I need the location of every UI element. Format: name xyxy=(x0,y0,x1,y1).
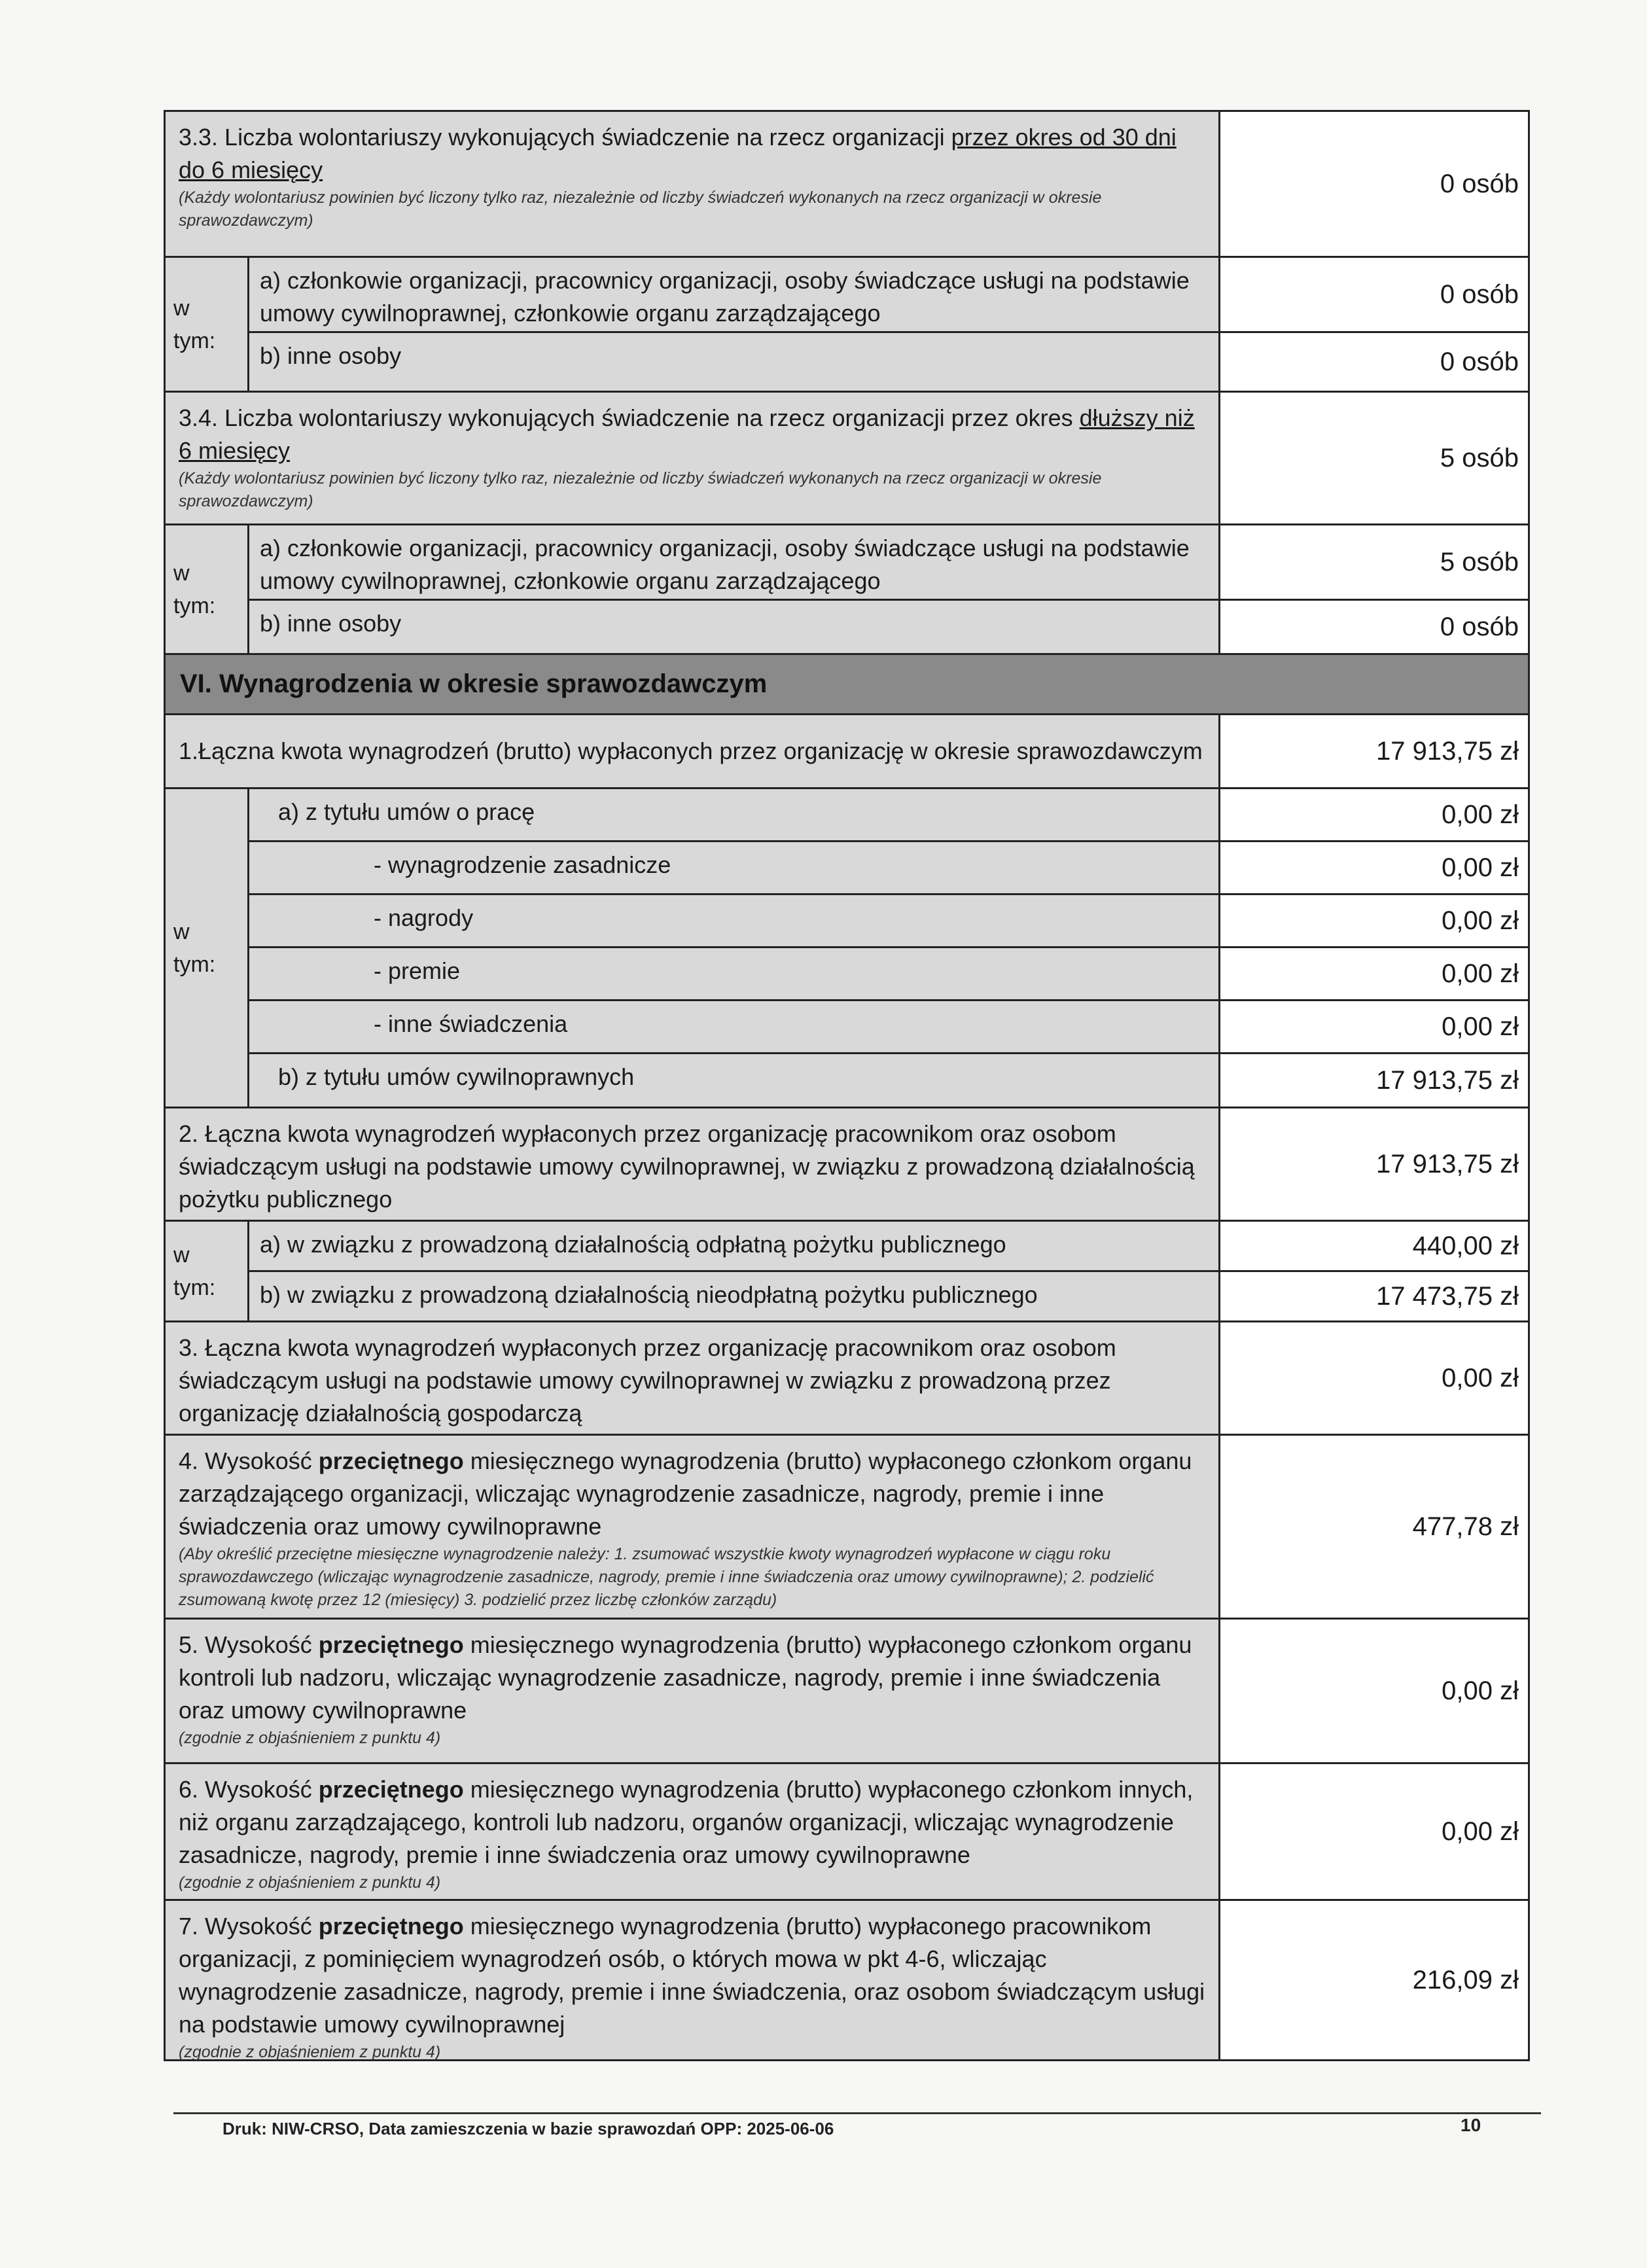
row-w2-b-value: 17 473,75 zł xyxy=(1220,1272,1528,1320)
row-w5-value: 0,00 zł xyxy=(1220,1620,1528,1762)
row-w2-b xyxy=(249,1272,1528,1320)
row-3-4-a-label: a) członkowie organizacji, pracownicy organizacji, osoby świadczące usługi na podstawie umowy cywilnoprawnej, członkowie organu zarządzającego xyxy=(249,525,1220,599)
row-w7-label: 7. Wysokość przeciętnego miesięcznego wynagrodzenia (brutto) wypłaconego pracownikom organizacji, z pominięciem wynagrodzeń osób, o których mowa w pkt 4-6, wliczając wynagrodzenie zasadnicze, nagrody, premie i inne świadczenia, oraz osobom świadczącym usługi na podstawie umowy cywilnoprawnej (zgodnie z objaśnieniem z punktu 4) xyxy=(166,1901,1220,2059)
w-tym-label: w tym: xyxy=(166,258,249,391)
row-3-3 xyxy=(164,110,1530,258)
row-w4-emphasis: przeciętnego xyxy=(318,1447,464,1474)
row-w1-a1-label: - wynagrodzenie zasadnicze xyxy=(249,842,1220,893)
row-3-3-a-value: 0 osób xyxy=(1220,258,1528,331)
row-w6-emphasis: przeciętnego xyxy=(318,1776,464,1803)
row-w1-a3 xyxy=(249,948,1528,1001)
w-tym-label: w tym: xyxy=(166,525,249,653)
row-3-4-a xyxy=(249,525,1528,601)
row-w1-breakdown xyxy=(164,789,1530,1108)
row-w1-a4 xyxy=(249,1001,1528,1054)
row-w1-a3-label: - premie xyxy=(249,948,1220,999)
row-w4-note: (Aby określić przeciętne miesięczne wynagrodzenie należy: 1. zsumować wszystkie kwoty wynagrodzeń wypłacone w ciągu roku sprawozdawczego (wliczając wynagrodzenie zasadnicze, nagrody, premie i inne świadczenia oraz umowy cywilnoprawne); 2. podzielić zsumowaną kwotę przez 12 (miesięcy) 3. podzielić przez liczbę członków zarządu) xyxy=(179,1545,1154,1609)
row-3-4-period: dłuższy niż 6 miesięcy xyxy=(179,404,1195,464)
row-w2-a-value: 440,00 zł xyxy=(1220,1222,1528,1270)
row-w7 xyxy=(164,1901,1530,2061)
print-footer: Druk: NIW-CRSO, Data zamieszczenia w bazie sprawozdań OPP: 2025-06-06 xyxy=(222,2119,834,2138)
footer-divider xyxy=(173,2112,1541,2114)
row-w2-value: 17 913,75 zł xyxy=(1220,1108,1528,1220)
row-w1-a2 xyxy=(249,895,1528,948)
row-3-3-subrows xyxy=(249,258,1528,391)
row-w4 xyxy=(164,1436,1530,1620)
row-w1-label: 1.Łączna kwota wynagrodzeń (brutto) wypłaconych przez organizację w okresie sprawozdawczym xyxy=(166,715,1220,787)
section-heading-vi: VI. Wynagrodzenia w okresie sprawozdawczym xyxy=(164,655,1530,715)
row-w3-label: 3. Łączna kwota wynagrodzeń wypłaconych przez organizację pracownikom oraz osobom świadczącym usługi na podstawie umowy cywilnoprawnej w związku z prowadzoną przez organizację działalnością gospodarczą xyxy=(166,1322,1220,1434)
row-w1-b-value: 17 913,75 zł xyxy=(1220,1054,1528,1107)
row-w5 xyxy=(164,1620,1530,1764)
row-w1-a3-value: 0,00 zł xyxy=(1220,948,1528,999)
row-w1-a1 xyxy=(249,842,1528,895)
row-w1-a4-value: 0,00 zł xyxy=(1220,1001,1528,1052)
row-3-3-value: 0 osób xyxy=(1220,112,1528,256)
row-3-4-b xyxy=(249,601,1528,653)
row-w5-emphasis: przeciętnego xyxy=(318,1631,464,1658)
row-3-3-a-label: a) członkowie organizacji, pracownicy organizacji, osoby świadczące usługi na podstawie umowy cywilnoprawnej, członkowie organu zarządzającego xyxy=(249,258,1220,331)
row-w1-b-label: b) z tytułu umów cywilnoprawnych xyxy=(249,1054,1220,1107)
row-3-3-b-label: b) inne osoby xyxy=(249,333,1220,391)
row-w2-a-label: a) w związku z prowadzoną działalnością odpłatną pożytku publicznego xyxy=(249,1222,1220,1270)
row-w1-subrows xyxy=(249,789,1528,1107)
row-3-3-note: (Każdy wolontariusz powinien być liczony tylko raz, niezależnie od liczby świadczeń wykonanych na rzecz organizacji w okresie sprawozdawczym) xyxy=(179,188,1102,230)
row-w5-label: 5. Wysokość przeciętnego miesięcznego wynagrodzenia (brutto) wypłaconego członkom organu kontroli lub nadzoru, wliczając wynagrodzenie zasadnicze, nagrody, premie i inne świadczenia oraz umowy cywilnoprawne (zgodnie z objaśnieniem z punktu 4) xyxy=(166,1620,1220,1762)
row-w1-a4-label: - inne świadczenia xyxy=(249,1001,1220,1052)
row-w2 xyxy=(164,1108,1530,1222)
row-3-4-note: (Każdy wolontariusz powinien być liczony tylko raz, niezależnie od liczby świadczeń wykonanych na rzecz organizacji w okresie sprawozdawczym) xyxy=(179,469,1102,510)
row-w1-a-label: a) z tytułu umów o pracę xyxy=(249,789,1220,840)
row-w6-value: 0,00 zł xyxy=(1220,1764,1528,1899)
row-w5-note: (zgodnie z objaśnieniem z punktu 4) xyxy=(179,1729,441,1747)
row-w6 xyxy=(164,1764,1530,1901)
row-3-4-a-value: 5 osób xyxy=(1220,525,1528,599)
row-3-4-value: 5 osób xyxy=(1220,393,1528,523)
row-w2-label: 2. Łączna kwota wynagrodzeń wypłaconych przez organizację pracownikom oraz osobom świadczącym usługi na podstawie umowy cywilnoprawnej, w związku z prowadzoną działalnością pożytku publicznego xyxy=(166,1108,1220,1220)
row-w1-a-value: 0,00 zł xyxy=(1220,789,1528,840)
row-w1-a2-value: 0,00 zł xyxy=(1220,895,1528,946)
row-3-4-label: 3.4. Liczba wolontariuszy wykonujących świadczenie na rzecz organizacji przez okres dłuższy niż 6 miesięcy (Każdy wolontariusz powinien być liczony tylko raz, niezależnie od liczby świadczeń wykonanych na rzecz organizacji w okresie sprawozdawczym) xyxy=(166,393,1220,523)
row-3-4-b-value: 0 osób xyxy=(1220,601,1528,653)
row-w1-a xyxy=(249,789,1528,842)
w-tym-label: w tym: xyxy=(166,789,249,1107)
row-3-3-period: przez okres od 30 dni do 6 miesięcy xyxy=(179,124,1177,183)
row-3-4 xyxy=(164,393,1530,525)
row-w4-value: 477,78 zł xyxy=(1220,1436,1528,1618)
row-w6-note: (zgodnie z objaśnieniem z punktu 4) xyxy=(179,1873,441,1892)
row-3-4-breakdown xyxy=(164,525,1530,655)
row-w4-label: 4. Wysokość przeciętnego miesięcznego wynagrodzenia (brutto) wypłaconego członkom organu zarządzającego organizacji, wliczając wynagrodzenie zasadnicze, nagrody, premie i inne świadczenia oraz umowy cywilnoprawne (Aby określić przeciętne miesięczne wynagrodzenie należy: 1. zsumować wszystkie kwoty wynagrodzeń wypłacone w ciągu roku sprawozdawczego (wliczając wynagrodzenie zasadnicze, nagrody, premie i inne świadczenia oraz umowy cywilnoprawne); 2. podzielić zsumowaną kwotę przez 12 (miesięcy) 3. podzielić przez liczbę członków zarządu) xyxy=(166,1436,1220,1618)
row-3-4-b-label: b) inne osoby xyxy=(249,601,1220,653)
row-3-3-label: 3.3. Liczba wolontariuszy wykonujących świadczenie na rzecz organizacji przez okres od 30 dni do 6 miesięcy (Każdy wolontariusz powinien być liczony tylko raz, niezależnie od liczby świadczeń wykonanych na rzecz organizacji w okresie sprawozdawczym) xyxy=(166,112,1220,256)
row-w3-value: 0,00 zł xyxy=(1220,1322,1528,1434)
row-w7-note: (zgodnie z objaśnieniem z punktu 4) xyxy=(179,2043,441,2061)
page-number: 10 xyxy=(1461,2115,1481,2135)
w-tym-label: w tym: xyxy=(166,1222,249,1320)
row-w7-value: 216,09 zł xyxy=(1220,1901,1528,2059)
row-3-3-b xyxy=(249,333,1528,391)
row-w1-b xyxy=(249,1054,1528,1107)
row-w1-a2-label: - nagrody xyxy=(249,895,1220,946)
row-3-3-breakdown xyxy=(164,258,1530,393)
row-w3 xyxy=(164,1322,1530,1436)
row-w2-b-label: b) w związku z prowadzoną działalnością nieodpłatną pożytku publicznego xyxy=(249,1272,1220,1320)
row-w2-breakdown xyxy=(164,1222,1530,1322)
report-form xyxy=(164,110,1530,2061)
row-3-3-b-value: 0 osób xyxy=(1220,333,1528,391)
row-w6-label: 6. Wysokość przeciętnego miesięcznego wynagrodzenia (brutto) wypłaconego członkom innych, niż organu zarządzającego, kontroli lub nadzoru, organów organizacji, wliczając wynagrodzenie zasadnicze, nagrody, premie i inne świadczenia oraz umowy cywilnoprawne (zgodnie z objaśnieniem z punktu 4) xyxy=(166,1764,1220,1899)
row-w1-a1-value: 0,00 zł xyxy=(1220,842,1528,893)
row-w1-value: 17 913,75 zł xyxy=(1220,715,1528,787)
row-w2-a xyxy=(249,1222,1528,1272)
row-w2-subrows xyxy=(249,1222,1528,1320)
row-w7-emphasis: przeciętnego xyxy=(318,1913,464,1940)
row-w1 xyxy=(164,715,1530,789)
row-3-3-a xyxy=(249,258,1528,333)
row-3-4-subrows xyxy=(249,525,1528,653)
